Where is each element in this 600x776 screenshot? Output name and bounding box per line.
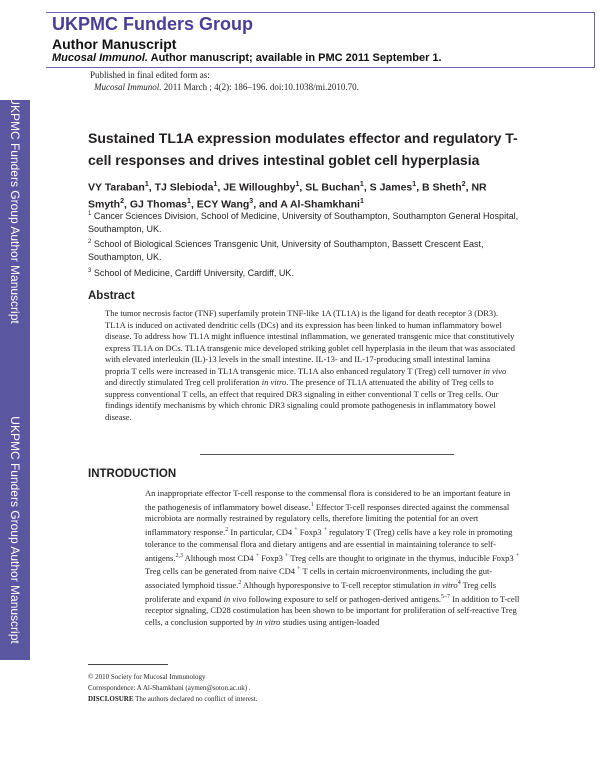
author: S James [369,181,413,194]
author: JE Willoughby [223,181,296,194]
sidebar [0,96,30,660]
author-list: VY Taraban$^1$, TJ Slebioda$^1$, JE Willoughby$^1$, SL Buchan$^1$, S James$^1$, B Sheth$^2$, NR Smyth$^2$, GJ Thomas$^1$, ECY Wang$^3$, and A Al-Shamkhani$^1$ [88,181,487,210]
funders-group-title: UKPMC Funders Group [52,14,253,34]
author: B Sheth [422,181,462,194]
abstract-heading: Abstract [88,290,135,302]
introduction-heading: INTRODUCTION [88,468,177,480]
published-citation [90,81,359,93]
author-manuscript-label: Author Manuscript [52,36,177,52]
published-info [90,69,359,93]
disclosure-note: DISCLOSURE The authors declared no conflict of interest. [88,695,258,703]
footnote-divider [88,664,168,665]
author: NR Smyth [88,181,487,210]
availability-line [52,52,442,64]
published-label: Published in final edited form as: [90,70,210,80]
affiliation-1: $^1$ Cancer Sciences Division, School of Medicine, University of Southampton, Southampton General Hospital, Southampton, UK. [88,211,519,234]
published-journal: Mucosal Immunol. [94,82,162,92]
abstract-body: The tumor necrosis factor (TNF) superfamily protein TNF-like 1A (TL1A) is the ligand for death receptor 3 (DR3). TL1A is induced on activated dendritic cells (DCs) and its expression has been linked to human inflammatory bowel disease. To address how TL1A might influence intestinal inflammation, we generated transgenic mice that constitutively express TL1A on DCs. TL1A transgenic mice developed striking goblet cell hyperplasia in the ileum that was associated with elevated interleukin (IL)-13 levels in the small intestine. IL-13- and IL-17-producing small intestinal lamina propria T cells were increased in TL1A transgenic mice. TL1A also enhanced regulatory T (Treg) cell turnover in vivo and directly stimulated Treg cell proliferation in vitro. The presence of TL1A attenuated the ability of Treg cells to suppress conventional T cells, an effect that required DR3 signaling in either conventional T cells or Treg cells. Our findings identify mechanisms by which chronic DR3 signaling could promote pathogenesis in inflammatory bowel disease. [105,308,515,422]
article-title: Sustained TL1A expression modulates effector and regulatory T-cell responses and drives intestinal goblet cell hyperplasia [88,130,518,168]
introduction-body: An inappropriate effector T-cell response to the commensal flora is considered to be an important feature in the pathogenesis of inflammatory bowel disease.$^1$ Effector T-cell responses directed against the commensal microbiota are normally restrained by regulatory cells, therefore limiting the potential for an overt inflammatory response.$^2$ In particular, CD4 + Foxp3 + regulatory T (Treg) cells have a key role in promoting tolerance to the commensal flora and dietary antigens and are essential in maintaining tolerance to self-antigens.$^{2,3}$ Although most CD4 + Foxp3 + Treg cells are thought to originate in the thymus, inducible Foxp3 + Treg cells can be generated from naive CD4 + T cells in certain microenvironments, including the gut-associated lymphoid tissue.$^2$ Although hyporesponsive to T-cell receptor stimulation in vitro$^4$ Treg cells proliferate and expand in vivo following exposure to self or pathogen-derived antigens.$^{5-7}$ In addition to T-cell receptor signaling, CD28 costimulation has been shown to be important for proliferation of self-reactive Treg cells, a conclusion supported by in vitro studies using antigen-loaded [145,488,520,627]
availability-text: Author manuscript; available in PMC 2011 September 1. [150,52,442,64]
copyright-note: © 2010 Society for Mucosal Immunology [88,673,206,681]
author: SL Buchan [305,181,360,194]
correspondence-note: Correspondence: A Al-Shamkhani (aymen@soton.ac.uk) . [88,684,251,692]
author: A Al-Shamkhani [280,198,360,210]
affiliation-2: $^2$ School of Biological Sciences Transgenic Unit, University of Southampton, Bassett Crescent East, Southampton, UK. [88,239,484,262]
author: VY Taraban [88,181,145,194]
section-divider [200,454,454,455]
citation-text: 2011 March ; 4(2): 186–196. doi:10.1038/mi.2010.70. [163,82,359,92]
journal-name: Mucosal Immunol. [52,52,148,64]
affiliation-3: $^3$ School of Medicine, Cardiff University, Cardiff, UK. [88,268,294,278]
author: TJ Slebioda [154,181,214,194]
author: GJ Thomas [129,198,188,210]
sidebar-label-top: UKPMC Funders Group Author Manuscript [8,96,22,324]
author: ECY Wang [196,198,250,210]
sidebar-label-bottom: UKPMC Funders Group Author Manuscript [8,416,22,644]
